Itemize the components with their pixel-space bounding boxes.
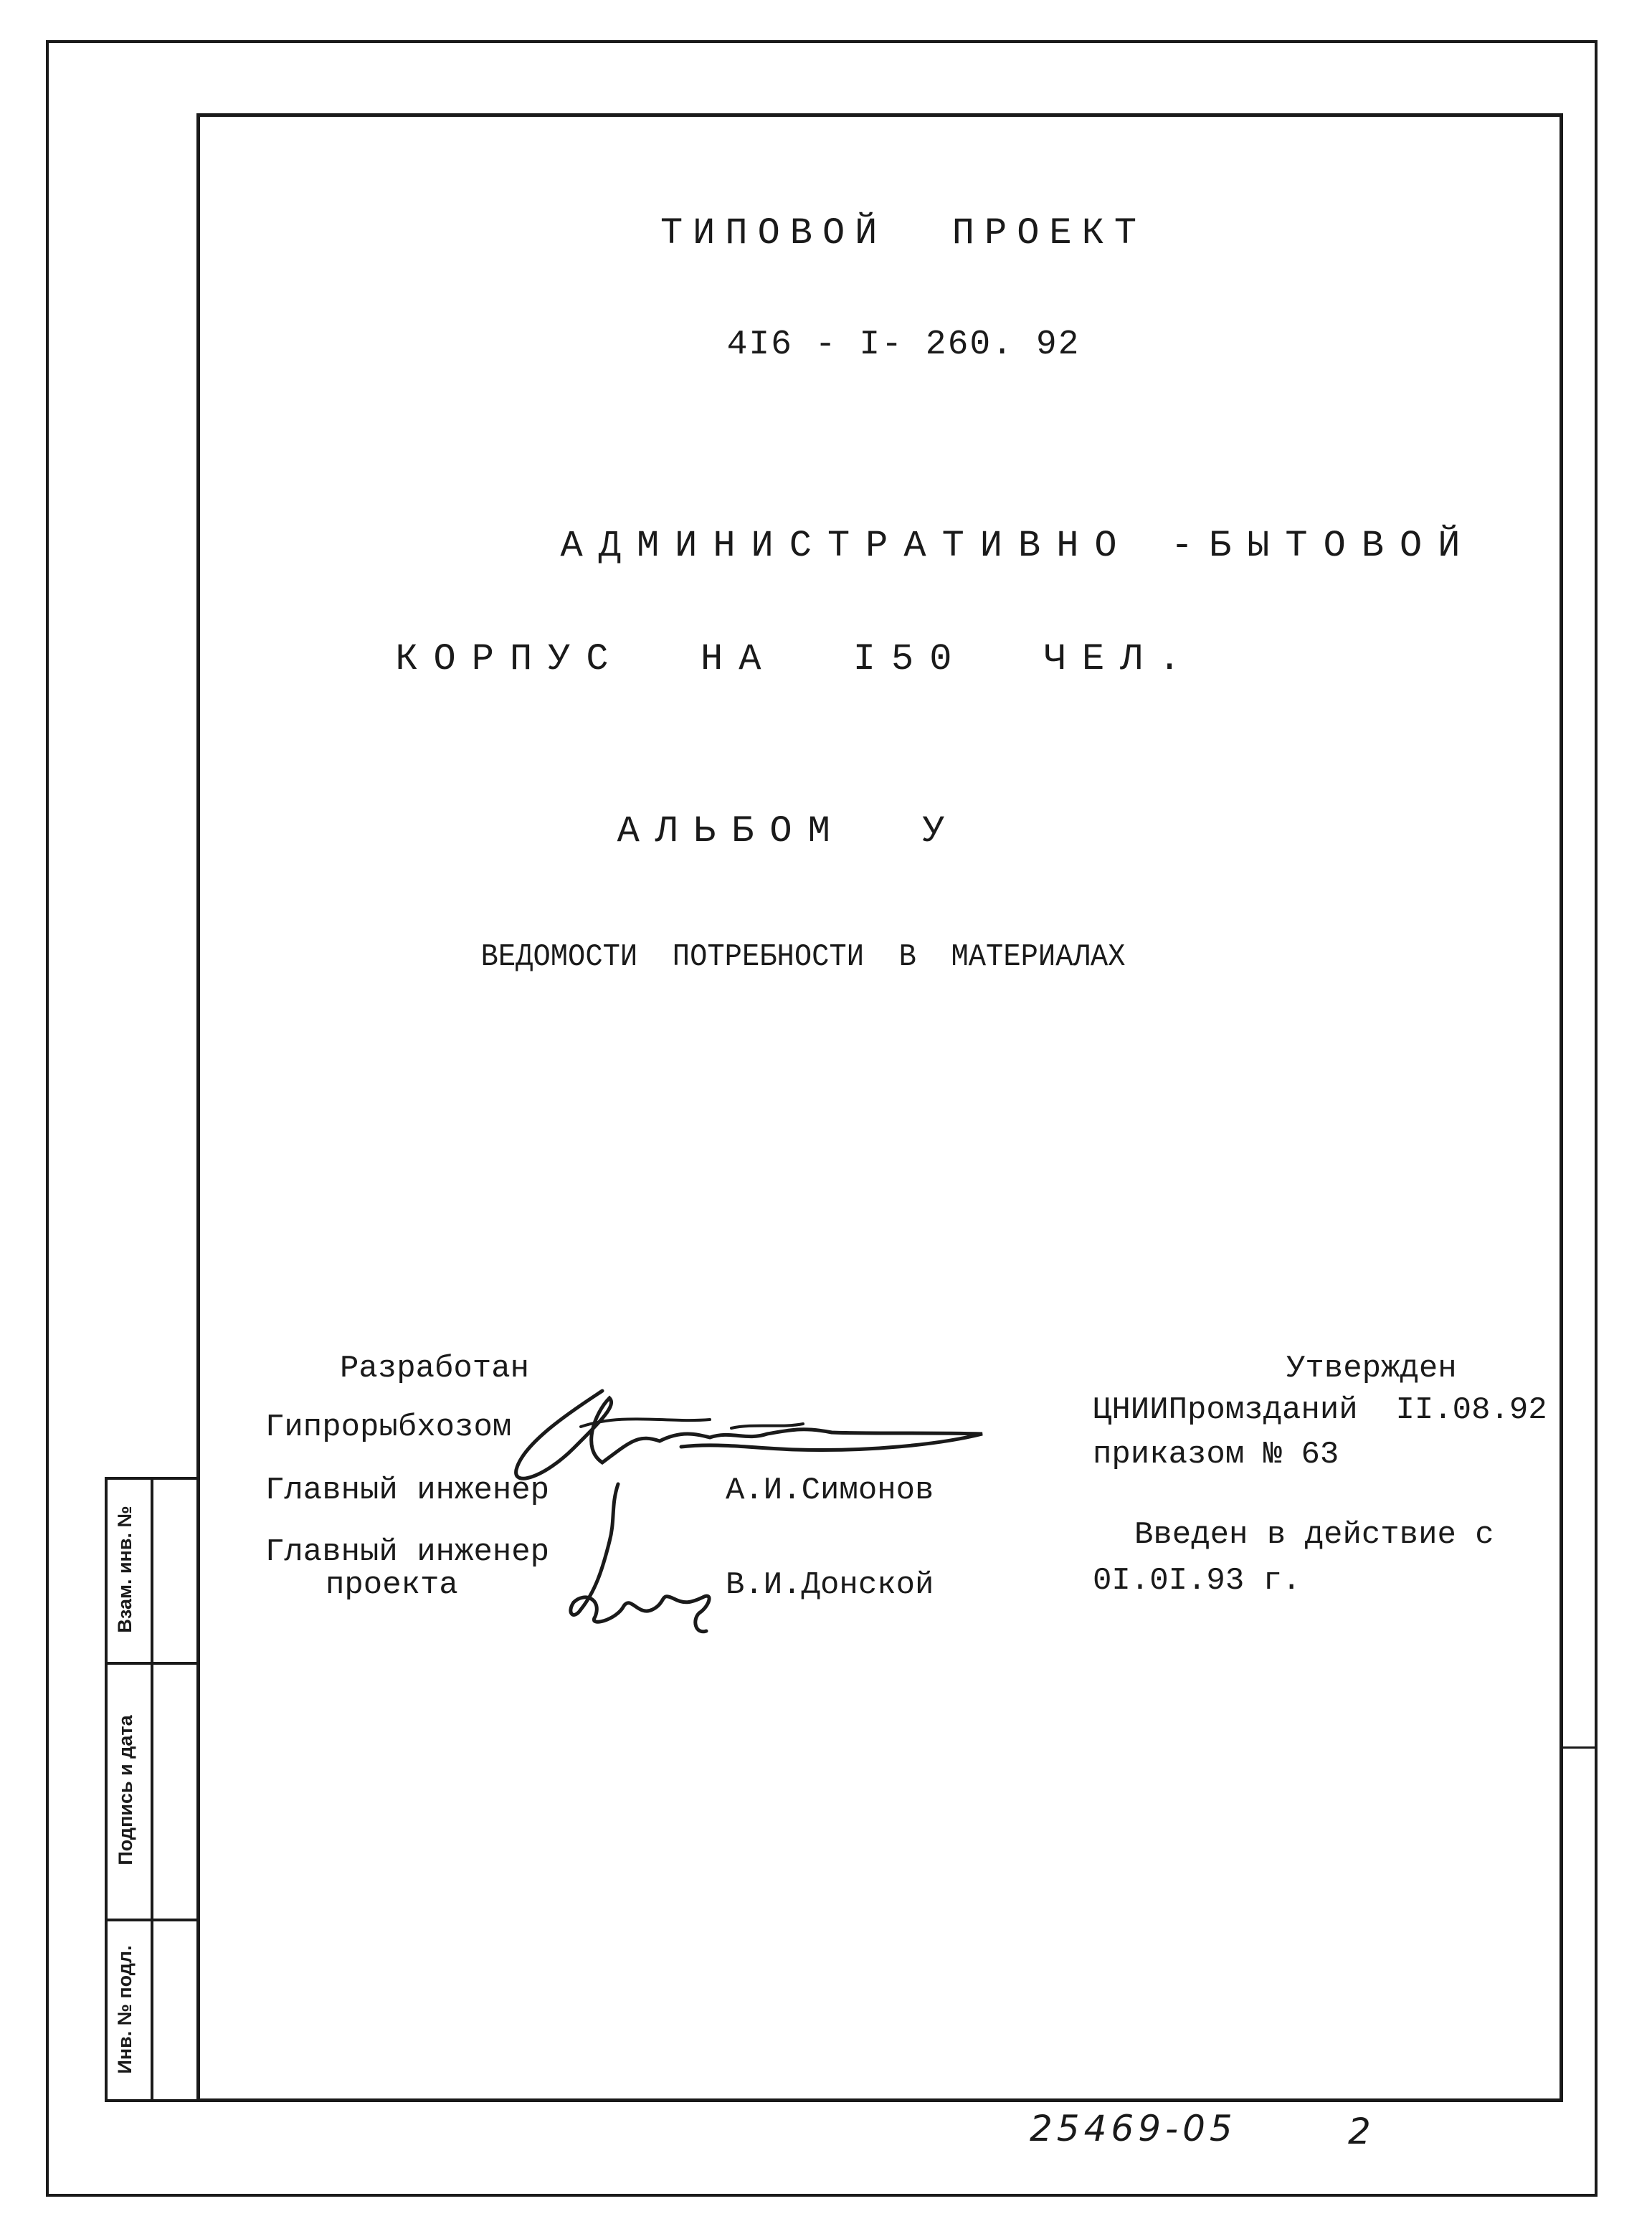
chief-engineer-name: А.И.Симонов bbox=[726, 1473, 934, 1508]
approved-heading: Утвержден bbox=[1286, 1351, 1457, 1387]
developed-heading: Разработан bbox=[340, 1351, 530, 1387]
stamp-field-original-inv: Инв. № подл. bbox=[114, 1945, 136, 2074]
project-name-line1: АДМИНИСТРАТИВНО -БЫТОВОЙ bbox=[560, 525, 1476, 567]
project-engineer-label: Главный инженер bbox=[265, 1534, 550, 1570]
doc-type: ТИПОВОЙ ПРОЕКТ bbox=[660, 212, 1147, 255]
stamp-field-signature-date: Подпись и дата bbox=[115, 1715, 136, 1865]
side-stamp-divider bbox=[151, 1477, 153, 2102]
stamp-field-replace-inv: Взам. инв. № bbox=[114, 1506, 136, 1633]
project-engineer-name: В.И.Донской bbox=[726, 1567, 934, 1603]
document-number: 25469-05 bbox=[1030, 2108, 1237, 2149]
approving-org-date: ЦНИИПромзданий II.08.92 bbox=[1093, 1392, 1547, 1428]
effective-label: Введен в действие с bbox=[1134, 1517, 1494, 1553]
inner-frame bbox=[196, 113, 1563, 2102]
sheet-number: 2 bbox=[1348, 2111, 1375, 2152]
chief-engineer-label: Главный инженер bbox=[265, 1473, 550, 1508]
effective-date: 0I.0I.93 г. bbox=[1093, 1563, 1301, 1599]
side-stamp-row-line bbox=[105, 1662, 200, 1665]
album-title: ВЕДОМОСТИ ПОТРЕБНОСТИ В МАТЕРИАЛАХ bbox=[480, 939, 1126, 975]
project-engineer-label-2: проекта bbox=[326, 1567, 458, 1603]
right-edge-tick bbox=[1563, 1746, 1598, 1749]
project-code: 4I6 - I- 260. 92 bbox=[726, 325, 1081, 364]
project-name-line2: КОРПУС НА I50 ЧЕЛ. bbox=[395, 638, 1197, 680]
approval-order: приказом № 63 bbox=[1093, 1437, 1339, 1473]
album-number: АЛЬБОМ У bbox=[617, 810, 961, 852]
developer-org: Гипрорыбхозом bbox=[265, 1410, 512, 1445]
signature-project-engineer bbox=[552, 1477, 739, 1656]
